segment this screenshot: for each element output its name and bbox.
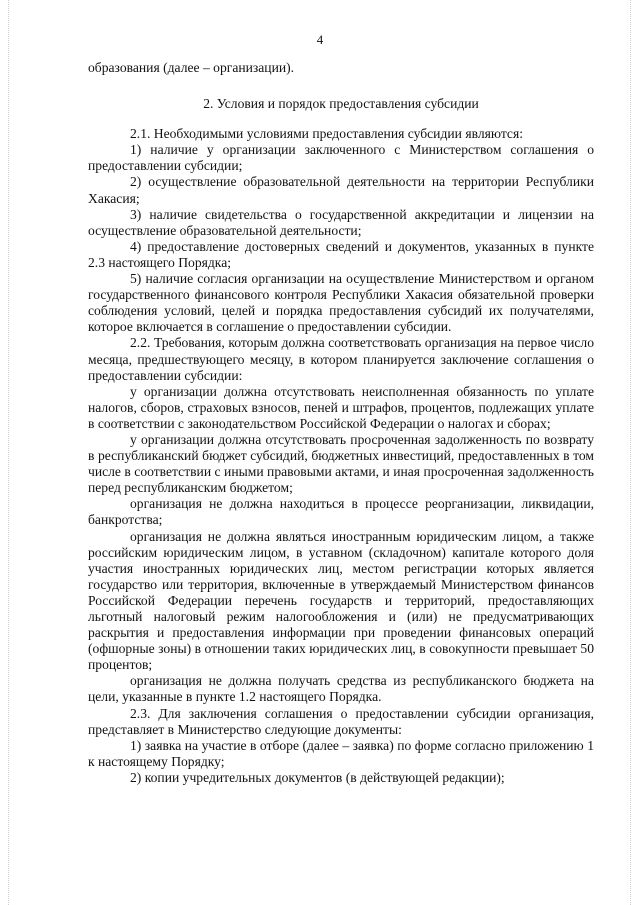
condition-2: 2) осуществление образовательной деятельности на территории Республики Хакасия; [88, 174, 594, 206]
requirement-reorganization: организация не должна находиться в процессе реорганизации, ликвидации, банкротства; [88, 496, 594, 528]
condition-1: 1) наличие у организации заключенного с Министерством соглашения о предоставлении субсидии; [88, 142, 594, 174]
requirement-no-other-funds: организация не должна получать средства из республиканского бюджета на цели, указанные в пункте 1.2 настоящего Порядка. [88, 673, 594, 705]
section-title: 2. Условия и порядок предоставления субсидии [203, 96, 479, 112]
right-scan-edge [630, 0, 632, 905]
condition-3: 3) наличие свидетельства о государственной аккредитации и лицензии на осуществление образовательной деятельности; [88, 206, 594, 238]
paragraph-2-3: 2.3. Для заключения соглашения о предоставлении субсидии организация, представляет в Министерство следующие документы: [88, 705, 594, 737]
requirement-taxes: у организации должна отсутствовать неисполненная обязанность по уплате налогов, сборов, страховых взносов, пеней и штрафов, процентов, подлежащих уплате в соответствии с законодательством Российской Федерации о налогах и сборах; [88, 383, 594, 431]
intro-line: образования (далее – организации). [88, 60, 295, 75]
requirement-debt: у организации должна отсутствовать просроченная задолженность по возврату в республиканский бюджет субсидий, бюджетных инвестиций, предоставленных в том числе в соответствии с иными правовыми актами, и иная просроченная задолженность перед республиканским бюджетом; [88, 431, 594, 496]
paragraph-2-2: 2.2. Требования, которым должна соответствовать организация на первое число месяца, предшествующего месяцу, в котором планируется заключение соглашения о предоставлении субсидии: [88, 335, 594, 383]
condition-4: 4) предоставление достоверных сведений и документов, указанных в пункте 2.3 настоящего Порядка; [88, 238, 594, 270]
document-2: 2) копии учредительных документов (в действующей редакции); [130, 769, 505, 785]
document-body [88, 60, 594, 786]
requirement-foreign-entity: организация не должна являться иностранным юридическим лицом, а также российским юридическим лицом, в уставном (складочном) капитале которого доля участия иностранных юридических лиц, местом регистрации которых является государство или территория, включенные в утверждаемый Министерством финансов Российской Федерации перечень государств и территорий, предоставляющих льготный налоговый режим налогообложения и (или) не предусматривающих раскрытия и предоставления информации при проведении финансовых операций (офшорные зоны) в отношении таких юридических лиц, в совокупности превышает 50 процентов; [88, 528, 594, 673]
paragraph-2-1: 2.1. Необходимыми условиями предоставления субсидии являются: [130, 126, 523, 142]
document-1: 1) заявка на участие в отборе (далее – заявка) по форме согласно приложению 1 к настоящему Порядку; [88, 737, 594, 769]
condition-5: 5) наличие согласия организации на осуществление Министерством и органом государственного финансового контроля Республики Хакасия обязательной проверки соблюдения условий, целей и порядка предоставления субсидий их получателями, которое включается в соглашение о предоставлении субсидии. [88, 271, 594, 335]
page-number: 4 [316, 32, 324, 47]
left-scan-edge [8, 0, 10, 905]
